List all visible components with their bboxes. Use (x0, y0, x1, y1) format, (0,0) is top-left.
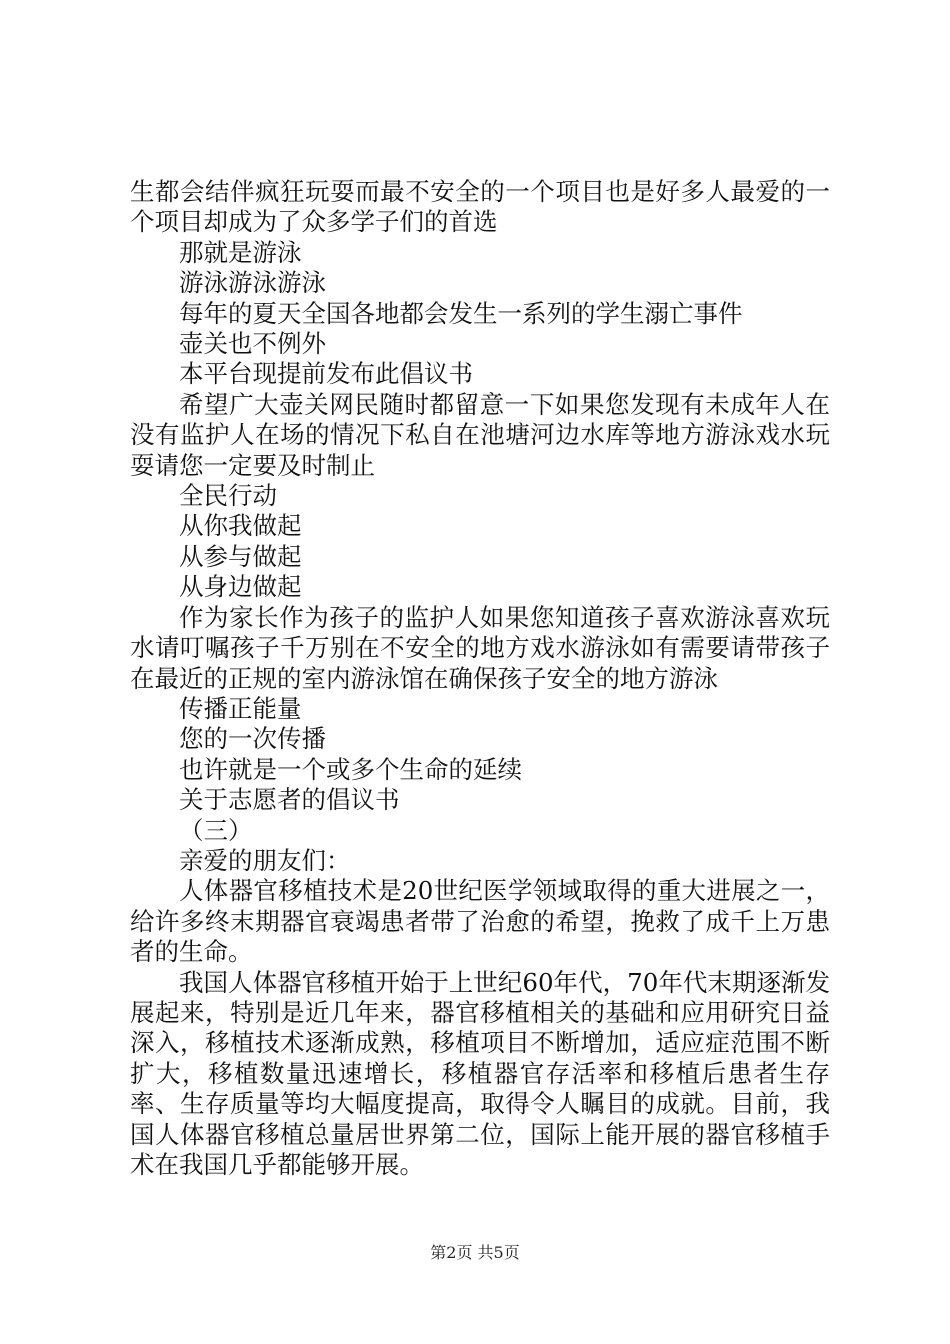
paragraph: 亲爱的朋友们： (179, 845, 351, 875)
paragraph: 希望广大壶关网民随时都留意一下如果您发现有未成年人在没有监护人在场的情况下私自在池塘河边水库等地方游泳戏水玩耍请您一定要及时制止 (130, 389, 830, 480)
paragraph: 从你我做起 (179, 511, 302, 541)
paragraph: 那就是游泳 (179, 237, 302, 267)
paragraph: 壶关也不例外 (179, 329, 326, 359)
paragraph: 从参与做起 (179, 541, 302, 571)
paragraph: 人体器官移植技术是20世纪医学领域取得的重大进展之一，给许多终末期器官衰竭患者带了治愈的希望，挽救了成千上万患者的生命。 (130, 876, 830, 967)
paragraph: 游泳游泳游泳 (179, 268, 326, 298)
paragraph: （三） (179, 815, 253, 845)
paragraph: 传播正能量 (179, 693, 302, 723)
paragraph: 本平台现提前发布此倡议书 (179, 359, 473, 389)
document-body (130, 177, 830, 1180)
paragraph: 生都会结伴疯狂玩耍而最不安全的一个项目也是好多人最爱的一个项目却成为了众多学子们的首选 (130, 177, 830, 237)
paragraph: 全民行动 (179, 481, 277, 511)
paragraph: 也许就是一个或多个生命的延续 (179, 754, 522, 784)
paragraph: 每年的夏天全国各地都会发生一系列的学生溺亡事件 (179, 298, 743, 328)
paragraph: 关于志愿者的倡议书 (179, 785, 400, 815)
paragraph: 您的一次传播 (179, 724, 326, 754)
page-number-footer: 第2页 共5页 (430, 1243, 520, 1262)
paragraph: 我国人体器官移植开始于上世纪60年代，70年代末期逐渐发展起来，特别是近几年来，器官移植相关的基础和应用研究日益深入，移植技术逐渐成熟，移植项目不断增加，适应症范围不断扩大，移植数量迅速增长，移植器官存活率和移植后患者生存率、生存质量等均大幅度提高，取得令人瞩目的成就。目前，我国人体器官移植总量居世界第二位，国际上能开展的器官移植手术在我国几乎都能够开展。 (130, 967, 830, 1179)
paragraph: 作为家长作为孩子的监护人如果您知道孩子喜欢游泳喜欢玩水请叮嘱孩子千万别在不安全的地方戏水游泳如有需要请带孩子在最近的正规的室内游泳馆在确保孩子安全的地方游泳 (130, 602, 830, 693)
paragraph: 从身边做起 (179, 572, 302, 602)
